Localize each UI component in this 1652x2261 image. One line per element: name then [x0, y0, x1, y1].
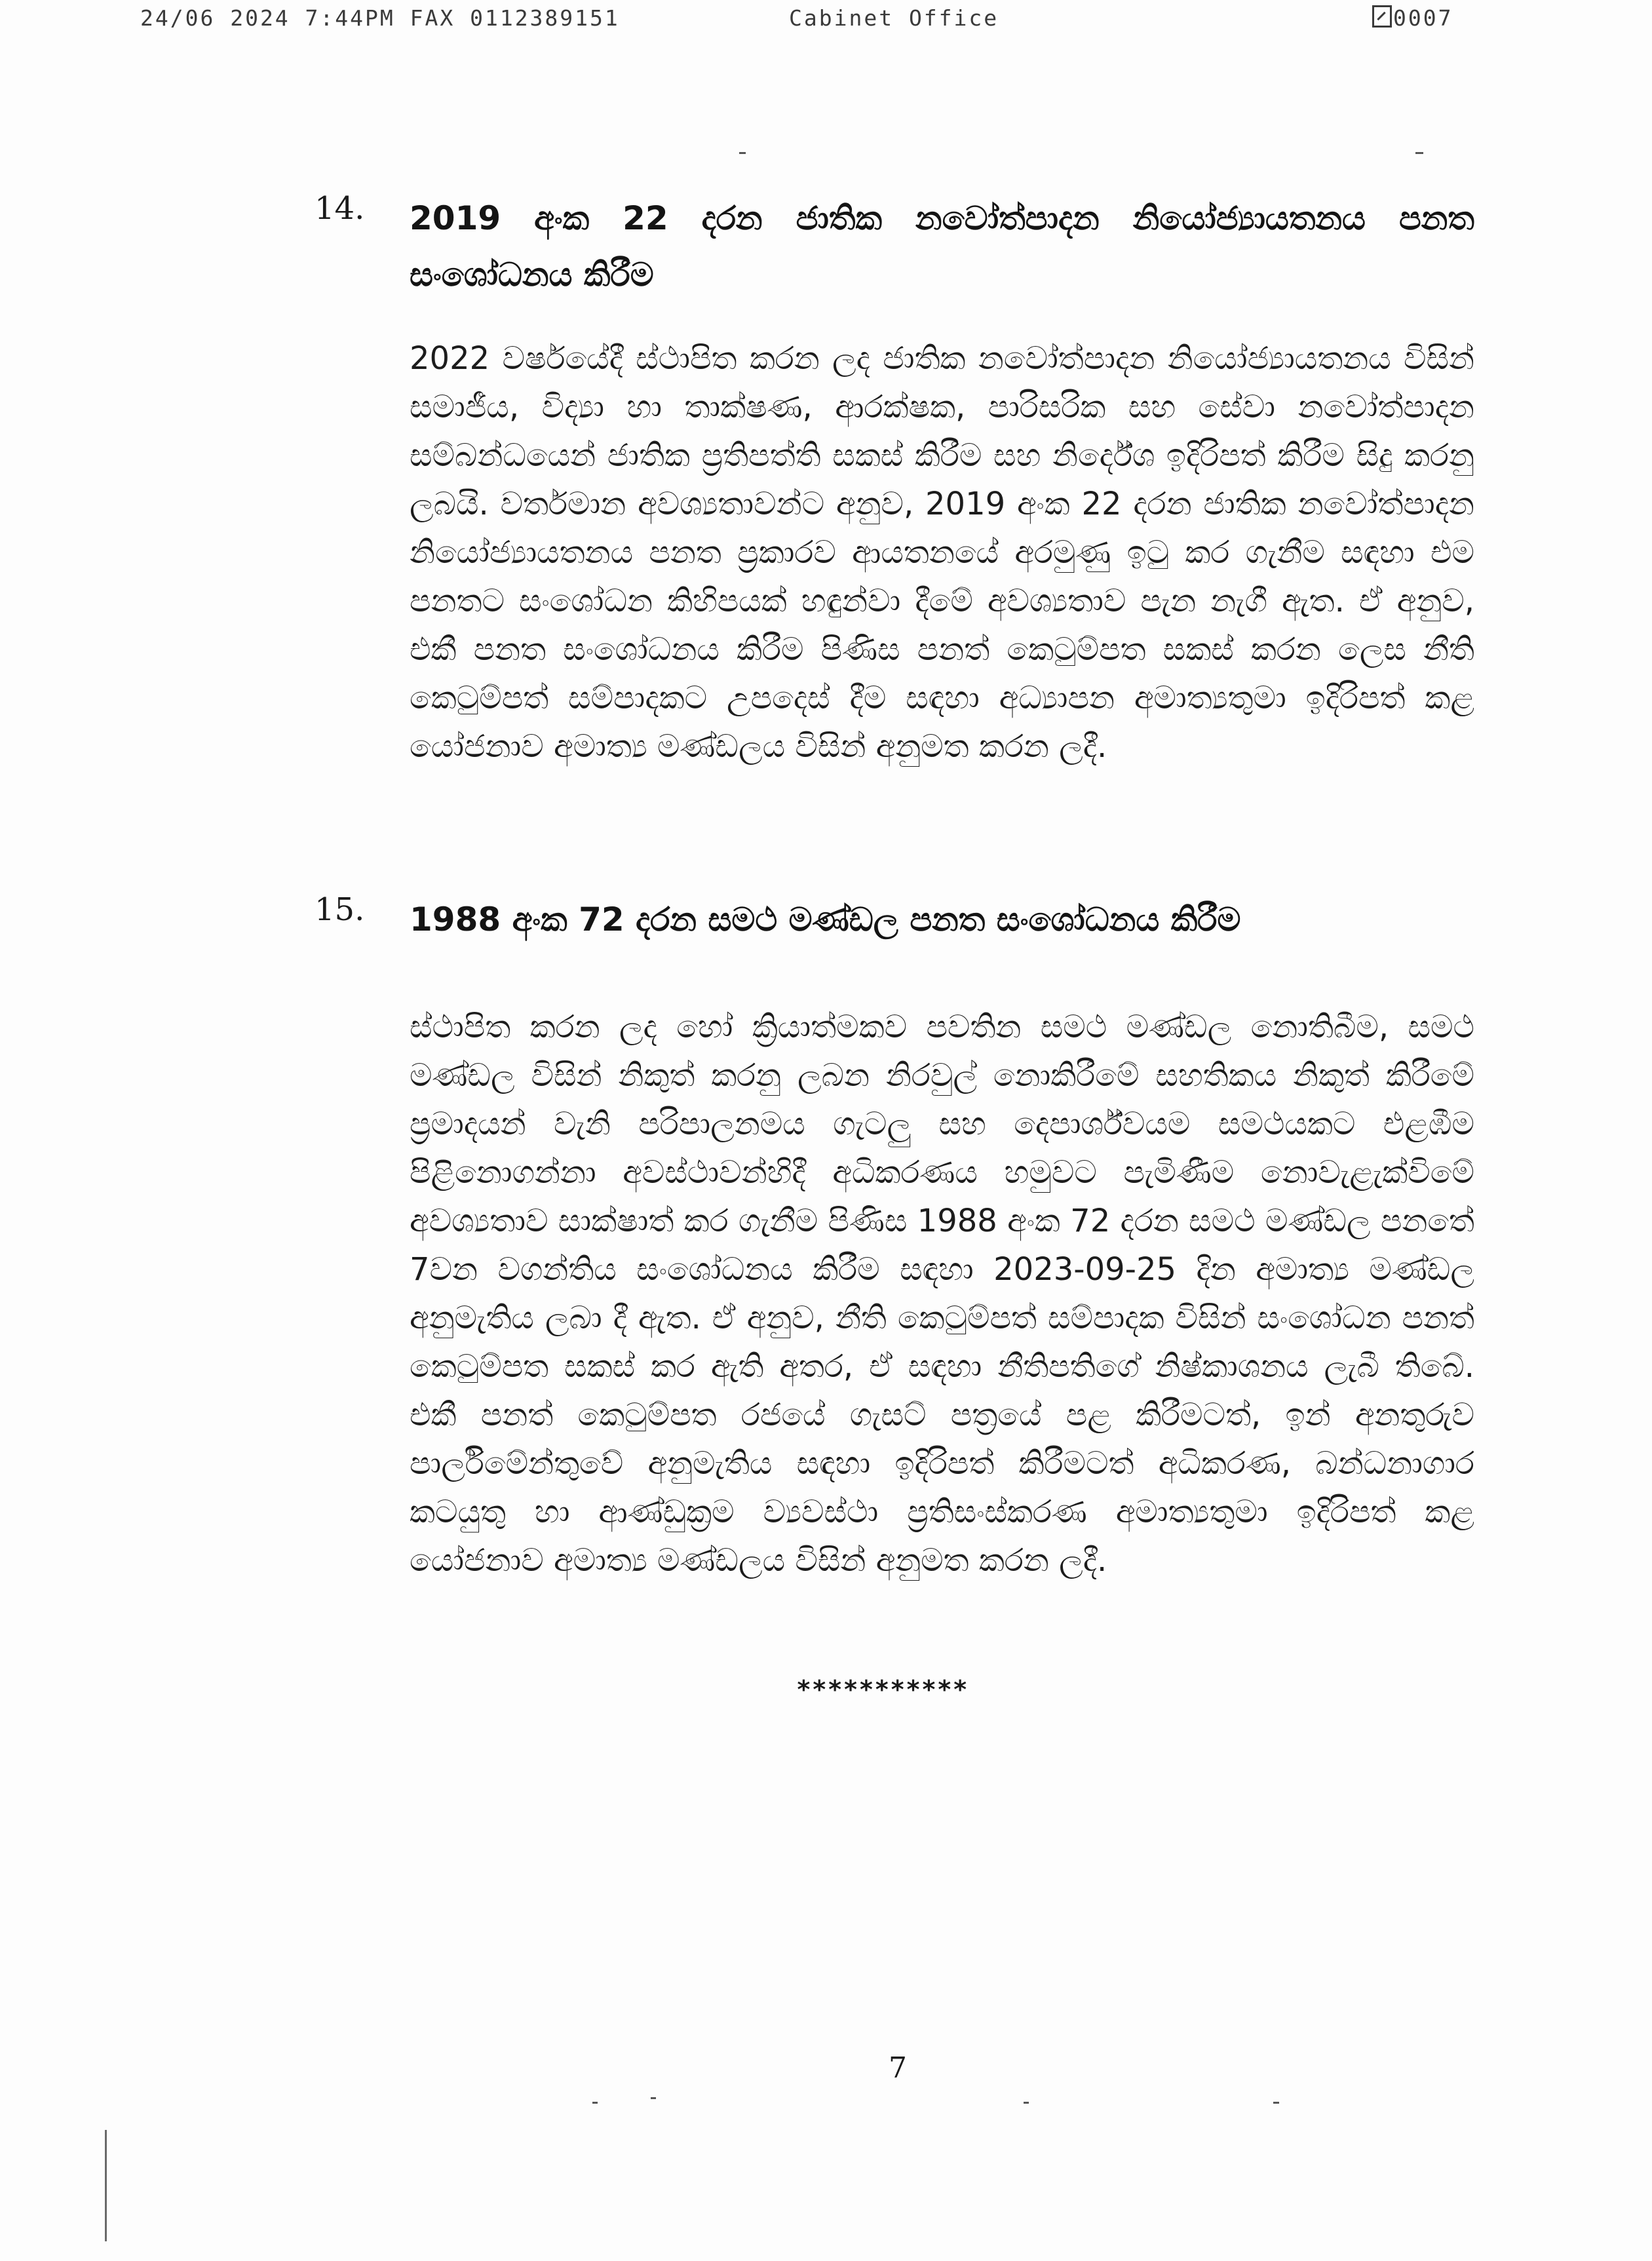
scan-speck: [1024, 2102, 1029, 2104]
scan-edge-line: [105, 2130, 107, 2241]
scan-speck: [1273, 2102, 1279, 2104]
fax-page-code: [1372, 5, 1453, 31]
end-separator: ***********: [796, 1675, 969, 1704]
section-number: 15.: [315, 891, 365, 928]
checkbox-icon: [1372, 5, 1392, 28]
section-body: ස්ථාපිත කරන ලද හෝ ක්‍රියාත්මකව පවතින සමථ මණ්ඩල නොතිබීම, සමථ මණ්ඩල විසින් නිකුත් කරනු ලබන නිරවුල් නොකිරීමේ සහතිකය නිකුත් කිරීමේ ප්‍රමාදයන් වැනි පරිපාලනමය ගැටලු සහ දෙපාර්ශ්වයම සමථයකට එළඹීම පිළිනොගන්නා අවස්ථාවන්හිදී අධිකරණය හමුවට පැමිණීම නොවැළැක්විමේ අවශ්‍යතාව සාක්ෂාත් කර ගැනීම පිණිස 1988 අංක 72 දරන සමථ මණ්ඩල පනතේ 7වන වගන්තිය සංශෝධනය කිරීම සඳහා 2023-09-25 දින අමාත්‍ය මණ්ඩල අනුමැතිය ලබා දී ඇත. ඒ අනුව, නීති කෙටුම්පත් සම්පාදක විසින් සංශෝධන පනත් කෙටුම්පත සකස් කර ඇති අතර, ඒ සඳහා නීතිපතිගේ නිෂ්කාශනය ලැබී තිබේ. එකී පනත් කෙටුම්පත රජයේ ගැසට් පත්‍රයේ පළ කිරීමටත්, ඉන් අනතුරුව පාර්ලිමේන්තුවේ අනුමැතිය සඳහා ඉදිරිපත් කිරීමටත් අධිකරණ, බන්ධනාගාර කටයුතු හා ආණ්ඩුක්‍රම ව්‍යවස්ථා ප්‍රතිසංස්කරණ අමාත්‍යතුමා ඉදිරිපත් කළ යෝජනාව අමාත්‍ය මණ්ඩලය විසින් අනුමත කරන ලදී.: [410, 1009, 1474, 1579]
scan-speck: [1415, 152, 1423, 154]
scan-speck: [592, 2102, 598, 2104]
fax-page-code-text: 0007: [1393, 5, 1453, 31]
section-body: 2022 වර්ෂයේදී ස්ථාපිත කරන ලද ජාතික නවෝත්පාදන නියෝජ්‍යායතනය විසින් සමාජීය, විද්‍යා හා තාක්ෂණ, ආරක්ෂක, පාරිසරික සහ සේවා නවෝත්පාදන සම්බන්ධයෙන් ජාතික ප්‍රතිපත්ති සකස් කිරීම සහ නිර්දේශ ඉදිරිපත් කිරීම සිදු කරනු ලබයි. වර්තමාන අවශ්‍යතාවන්ට අනුව, 2019 අංක 22 දරන ජාතික නවෝත්පාදන නියෝජ්‍යායතනය පනත ප්‍රකාරව ආයතනයේ අරමුණු ඉටු කර ගැනීම සඳහා එම පනතට සංශෝධන කිහිපයක් හඳුන්වා දීමේ අවශ්‍යතාව පැන නැගී ඇත. ඒ අනුව, එකී පනත සංශෝධනය කිරීම පිණිස පනත් කෙටුම්පත සකස් කරන ලෙස නීති කෙටුම්පත් සම්පාදකට උපදෙස් දීම සඳහා අධ්‍යාපන අමාත්‍යතුමා ඉදිරිපත් කළ යෝජනාව අමාත්‍ය මණ්ඩලය විසින් අනුමත කරන ලදී.: [410, 340, 1474, 765]
scan-speck: [739, 152, 746, 154]
fax-header: [140, 5, 1457, 37]
scan-speck: [651, 2097, 656, 2099]
section-title: 1988 අංක 72 දරන සමථ මණ්ඩල පනත සංශෝධනය කිරීම: [410, 900, 1241, 938]
fax-office-name: Cabinet Office: [789, 5, 999, 31]
section-title: 2019 අංක 22 දරන ජාතික නවෝත්පාදන නියෝජ්‍යායතනය පනත සංශෝධනය කිරීම: [410, 199, 1474, 294]
fax-datetime: 24/06 2024 7:44PM FAX 0112389151: [140, 5, 620, 31]
page-number: 7: [889, 2051, 907, 2085]
section-number: 14.: [315, 190, 365, 227]
